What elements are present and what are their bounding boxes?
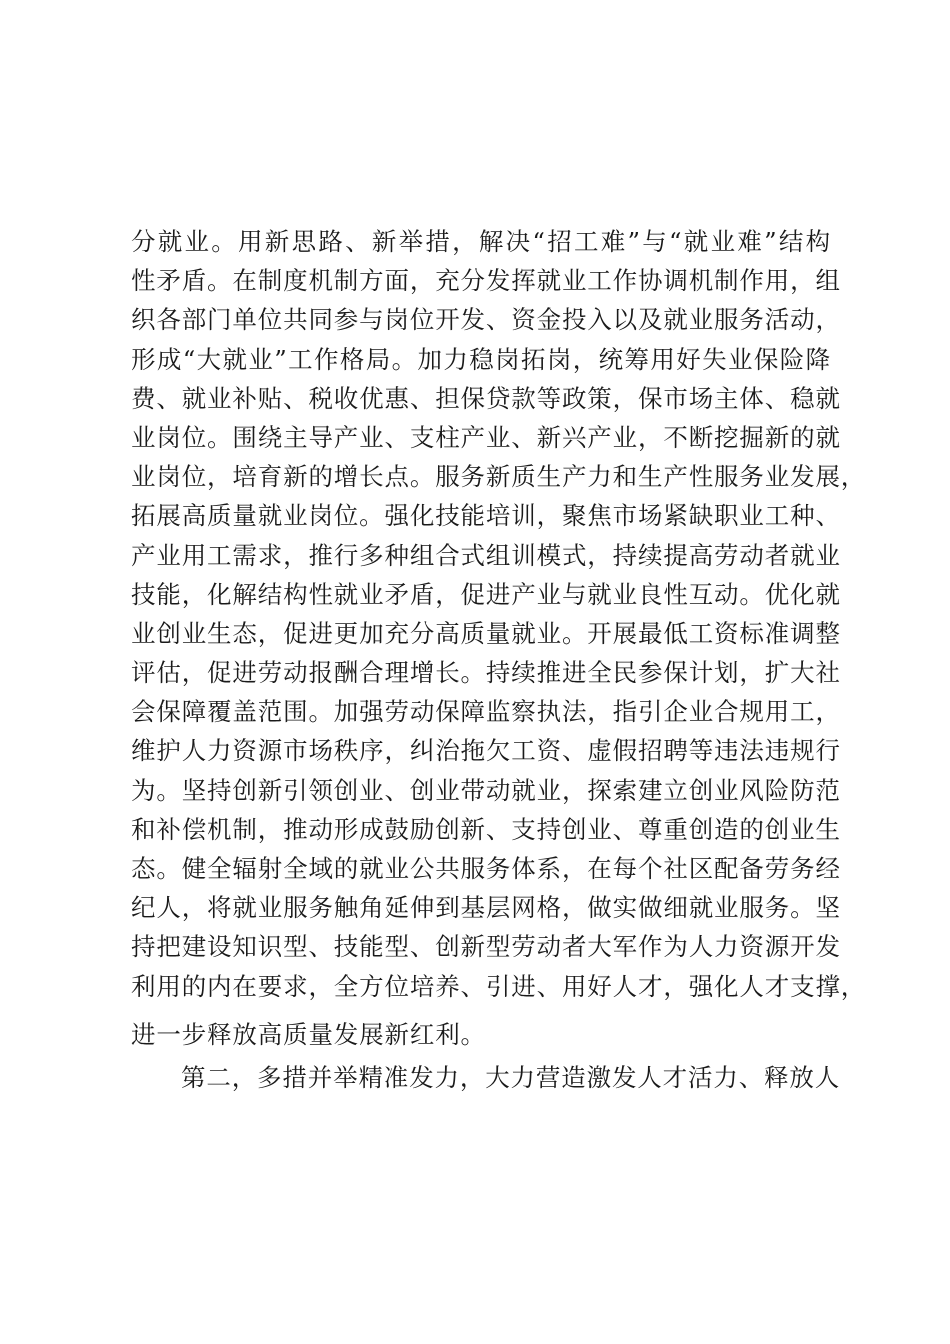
text-line: 纪人，将就业服务触角延伸到基层网格，做实做细就业服务。坚 bbox=[131, 893, 841, 923]
text-line: 业岗位。围绕主导产业、支柱产业、新兴产业，不断挖掘新的就 bbox=[131, 422, 841, 452]
text-line: 产业用工需求，推行多种组合式组训模式，持续提高劳动者就业 bbox=[131, 540, 841, 570]
text-line: 织各部门单位共同参与岗位开发、资金投入以及就业服务活动， bbox=[131, 305, 841, 335]
text-line: 费、就业补贴、税收优惠、担保贷款等政策，保市场主体、稳就 bbox=[131, 383, 841, 413]
text-line: 维护人力资源市场秩序，纠治拖欠工资、虚假招聘等违法违规行 bbox=[131, 736, 841, 766]
text-line: 利用的内在要求，全方位培养、引进、用好人才，强化人才支撑， bbox=[131, 971, 867, 1001]
text-line: 业创业生态，促进更加充分高质量就业。开展最低工资标准调整 bbox=[131, 618, 841, 648]
text-line: 为。坚持创新引领创业、创业带动就业，探索建立创业风险防范 bbox=[131, 775, 841, 805]
text-line: 会保障覆盖范围。加强劳动保障监察执法，指引企业合规用工， bbox=[131, 697, 841, 727]
text-line: 业岗位，培育新的增长点。服务新质生产力和生产性服务业发展， bbox=[131, 462, 867, 492]
text-line: 性矛盾。在制度机制方面，充分发挥就业工作协调机制作用，组 bbox=[131, 266, 841, 296]
text-line: 和补偿机制，推动形成鼓励创新、支持创业、尊重创造的创业生 bbox=[131, 814, 841, 844]
text-line: 第二，多措并举精准发力，大力营造激发人才活力、释放人 bbox=[181, 1063, 841, 1092]
text-line: 态。健全辐射全域的就业公共服务体系，在每个社区配备劳务经 bbox=[131, 854, 841, 883]
paragraph-second-point bbox=[131, 1058, 841, 1097]
text-line: 技能，化解结构性就业矛盾，促进产业与就业良性互动。优化就 bbox=[131, 579, 841, 609]
text-line: 形成“大就业”工作格局。加力稳岗拓岗，统筹用好失业保险降 bbox=[131, 344, 831, 374]
paragraph-employment bbox=[131, 222, 867, 1054]
text-line: 拓展高质量就业岗位。强化技能培训，聚焦市场紧缺职业工种、 bbox=[131, 501, 841, 531]
text-line: 评估，促进劳动报酬合理增长。持续推进全民参保计划，扩大社 bbox=[131, 658, 841, 688]
text-line: 分就业。用新思路、新举措，解决“招工难”与“就业难”结构 bbox=[131, 227, 831, 256]
text-line: 持把建设知识型、技能型、创新型劳动者大军作为人力资源开发 bbox=[131, 932, 841, 962]
text-line: 进一步释放高质量发展新红利。 bbox=[131, 1019, 486, 1049]
